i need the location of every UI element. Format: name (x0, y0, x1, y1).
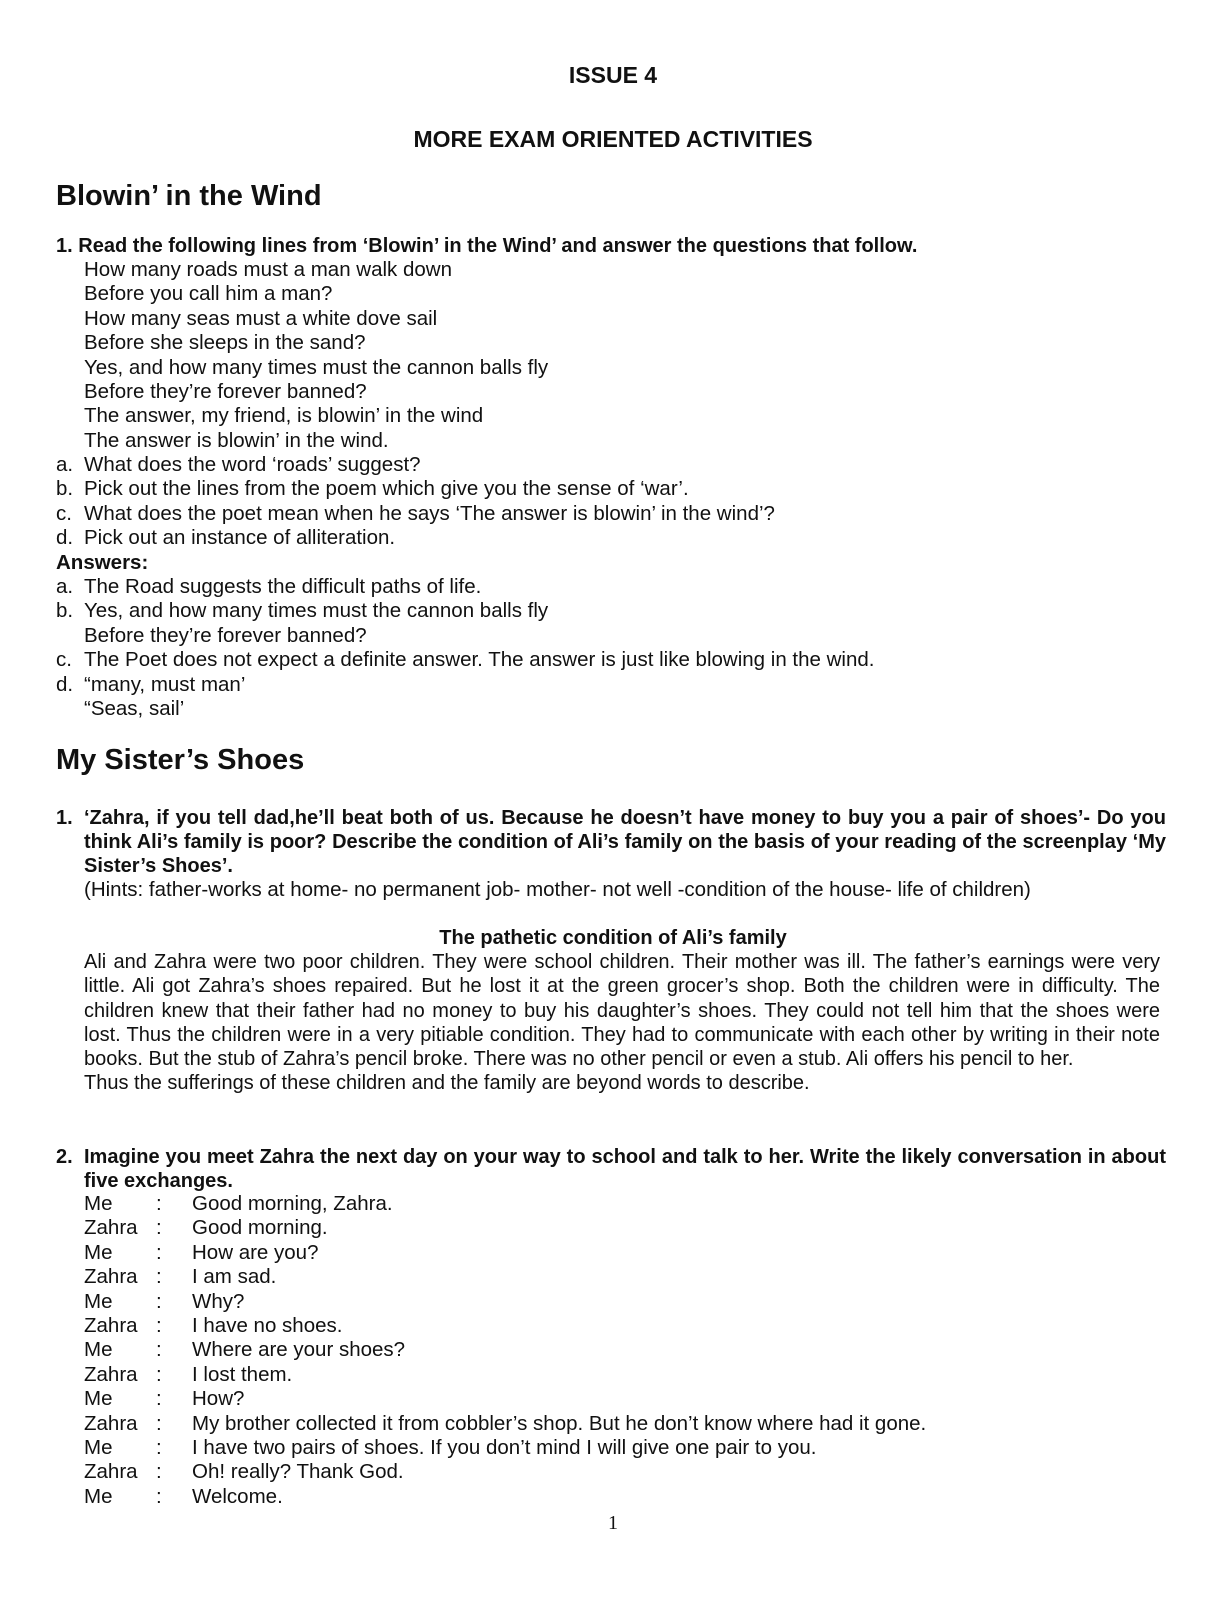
dialogue-row: Zahra : I lost them. (84, 1362, 293, 1386)
poem-line: How many roads must a man walk down (84, 258, 453, 281)
question-list (56, 453, 874, 721)
answer-title: The pathetic condition of Ali’s family (439, 927, 787, 949)
poem-line: Before she sleeps in the sand? (84, 331, 366, 355)
list-item: Before they’re forever banned? (84, 623, 367, 647)
poem-line: Yes, and how many times must the cannon balls fly (84, 355, 549, 379)
dialogue-row: Me : I have two pairs of shoes. If you don’t mind I will give one pair to you. (84, 1435, 817, 1459)
dialogue-row: Me : Good morning, Zahra. (84, 1192, 393, 1215)
question-number: 1. (56, 807, 73, 829)
list-item: c. The Poet does not expect a definite answer. The answer is just like blowing in the wind. (56, 648, 875, 672)
list-item: a. The Road suggests the difficult paths of life. (56, 575, 482, 599)
list-item: b. Yes, and how many times must the cannon balls fly (56, 599, 549, 623)
answer-body (84, 950, 1160, 1096)
list-item: c. What does the poet mean when he says ‘The answer is blowin’ in the wind’? (56, 501, 775, 525)
dialogue-row: Me : Where are your shoes? (84, 1338, 406, 1362)
question-number: 1. (56, 235, 73, 257)
section1-question (56, 234, 917, 258)
dialogue-row: Me : How? (84, 1387, 245, 1411)
answers-label: Answers: (56, 550, 149, 574)
dialogue (84, 1192, 926, 1509)
dialogue-row: Me : Welcome. (84, 1484, 283, 1508)
list-item: b. Pick out the lines from the poem which give you the sense of ‘war’. (56, 477, 689, 501)
question-text: Imagine you meet Zahra the next day on your way to school and talk to her. Write the likely conversation in about five exchanges. (84, 1146, 1166, 1192)
list-item: a. What does the word ‘roads’ suggest? (56, 453, 421, 476)
section-title-blowin: Blowin’ in the Wind (56, 180, 322, 212)
question-text: Read the following lines from ‘Blowin’ in the Wind’ and answer the questions that follow. (78, 235, 918, 257)
hint-text: (Hints: father-works at home- no permanent job- mother- not well -condition of the house- life of children) (84, 878, 1031, 901)
dialogue-row: Zahra : Good morning. (84, 1216, 328, 1240)
dialogue-row: Me : How are you? (84, 1240, 319, 1264)
poem-line: Before they’re forever banned? (84, 380, 367, 404)
section2-question-2 (56, 1145, 1166, 1193)
dialogue-row: Zahra : I am sad. (84, 1265, 277, 1289)
subtitle-heading: MORE EXAM ORIENTED ACTIVITIES (413, 126, 813, 152)
dialogue-row: Zahra : I have no shoes. (84, 1313, 343, 1337)
list-item: d. “many, must man’ (56, 672, 246, 696)
section-title-shoes: My Sister’s Shoes (56, 744, 305, 776)
dialogue-row: Zahra : Oh! really? Thank God. (84, 1460, 404, 1484)
answer-paragraph: Ali and Zahra were two poor children. They were school children. Their mother was ill. The father’s earnings were very little. Ali got Zahra’s shoes repaired. But he lost it at the green grocer’s shop. Both the children were in difficulty. The children knew that their father had no money to buy his daughter’s shoes. They could not tell him that the shoes were lost. Thus the children were in a very pitiable condition. They had to communicate with each other by writing in their note books. But the stub of Zahra’s pencil broke. There was no other pencil or even a stub. Ali offers his pencil to her. (84, 951, 1160, 1071)
poem-line: Before you call him a man? (84, 282, 333, 306)
poem-line: How many seas must a white dove sail (84, 306, 438, 330)
page-number: 1 (608, 1512, 618, 1534)
answer-closing: Thus the sufferings of these children and the family are beyond words to describe. (84, 1072, 810, 1095)
question-text: ‘Zahra, if you tell dad,he’ll beat both of us. Because he doesn’t have money to buy you a pair of shoes’- Do you think Ali’s family is poor? Describe the condition of Ali’s family on the basis of your reading of the screenplay ‘My Sister’s Shoes’. (84, 807, 1166, 877)
poem-excerpt (84, 258, 548, 453)
section2-question-1 (56, 806, 1166, 902)
issue-heading: ISSUE 4 (568, 62, 658, 88)
dialogue-row: Zahra : My brother collected it from cobbler’s shop. But he don’t know where had it gone. (84, 1411, 927, 1435)
question-number: 2. (56, 1146, 73, 1168)
poem-line: The answer, my friend, is blowin’ in the wind (84, 404, 484, 428)
poem-line: The answer is blowin’ in the wind. (84, 428, 389, 452)
dialogue-row: Me : Why? (84, 1289, 245, 1313)
list-item: “Seas, sail’ (84, 697, 185, 721)
list-item: d. Pick out an instance of alliteration. (56, 526, 396, 550)
